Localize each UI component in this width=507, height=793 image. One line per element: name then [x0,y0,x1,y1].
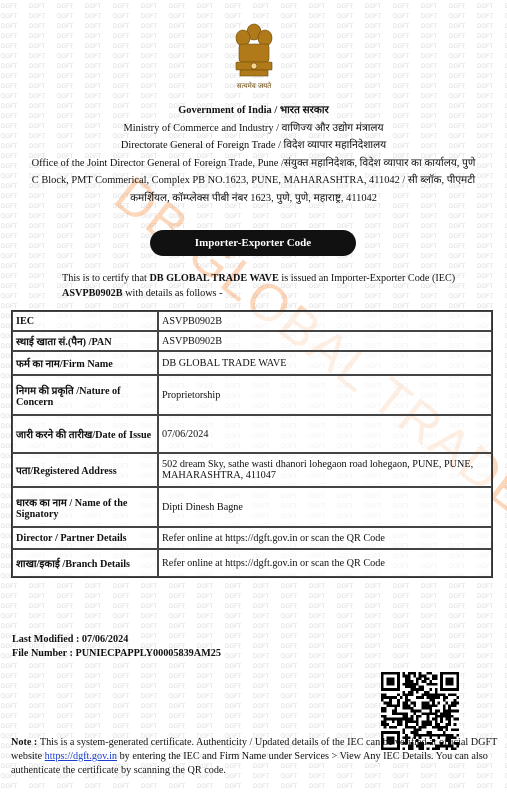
table-row [12,311,492,331]
table-row [12,549,492,577]
office-line: Office of the Joint Director General of Foreign Trade, Pune /संयुक्त महानिदेशक, विदेश व्यापार का कार्यालय, पुणे [31,157,476,169]
detail-value: DB GLOBAL TRADE WAVE [158,351,492,375]
table-row [12,453,492,487]
detail-label: स्थाई खाता सं.(पैन) /PAN [12,331,158,351]
last-modified: Last Modified : 07/06/2024 [12,634,129,645]
detail-value: Dipti Dinesh Bagne [158,487,492,527]
firm-name: DB GLOBAL TRADE WAVE [149,273,279,284]
iec-details-table [11,310,493,578]
table-row [12,487,492,527]
detail-label: शाखा/इकाई /Branch Details [12,549,158,577]
detail-value: Refer online at https://dgft.gov.in or scan the QR Code [158,549,492,577]
table-row [12,331,492,351]
detail-label: IEC [12,311,158,331]
ashoka-emblem-icon [228,18,280,96]
verification-note: Note : This is a system-generated certificate. Authenticity / Updated details of the IEC can be verified at official DGFT website https://dgft.gov.in by entering the IEC and Firm Name under Services > View Any IEC Details. You can also authenticate the certificate by scanning the QR code. [11,737,498,776]
detail-label: फर्म का नाम/Firm Name [12,351,158,375]
address-line: C Block, PMT Commerical, Complex PB NO.1623, PUNE, MAHARASHTRA, 411042 / सी ब्लॉक, पीएमटी [31,175,476,186]
government-line: Government of India / भारत सरकार [178,105,329,116]
directorate-line: Directorate General of Foreign Trade / विदेश व्यापार महानिदेशालय [120,140,387,151]
detail-value: Proprietorship [158,375,492,415]
iec-code: ASVPB0902B [62,288,123,299]
detail-label: Director / Partner Details [12,527,158,549]
table-row [12,351,492,375]
address-line-hindi: कमर्शियल, कॉम्प्लेक्स पीबी नंबर 1623, पुणे, पुणे, महाराष्ट्र, 411042 [130,192,377,204]
table-row [12,375,492,415]
detail-value: ASVPB0902B [158,311,492,331]
detail-value: ASVPB0902B [158,331,492,351]
ministry-line: Ministry of Commerce and Industry / वाणिज्य और उद्योग मंत्रालय [123,122,384,134]
detail-value: Refer online at https://dgft.gov.in or scan the QR Code [158,527,492,549]
issuing-authority-header [8,102,499,207]
file-number: File Number : PUNIECPAPPLY00005839AM25 [12,648,221,659]
dgft-website-link[interactable]: https://dgft.gov.in [44,750,118,762]
table-row [12,527,492,549]
detail-label: धारक का नाम / Name of the Signatory [12,487,158,527]
certification-statement: This is to certify that DB GLOBAL TRADE WAVE is issued an Importer-Exporter Code (IEC) ASVPB0902B with details as follows - [62,273,456,299]
detail-value: 502 dream Sky, sathe wasti dhanori lohegaon road lohegaon, PUNE, PUNE, MAHARASHTRA, 411047 [158,453,492,487]
emblem-motto: सत्यमेव जयते [236,82,272,90]
detail-label: निगम की प्रकृति /Nature of Concern [12,375,158,415]
watermark: DB [103,165,200,259]
detail-label: पता/Registered Address [12,453,158,487]
detail-label: जारी करने की तारीख/Date of Issue [12,415,158,453]
document-title: Importer-Exporter Code [150,230,356,256]
document-meta [12,633,221,661]
detail-value: 07/06/2024 [158,415,492,453]
table-row [12,415,492,453]
